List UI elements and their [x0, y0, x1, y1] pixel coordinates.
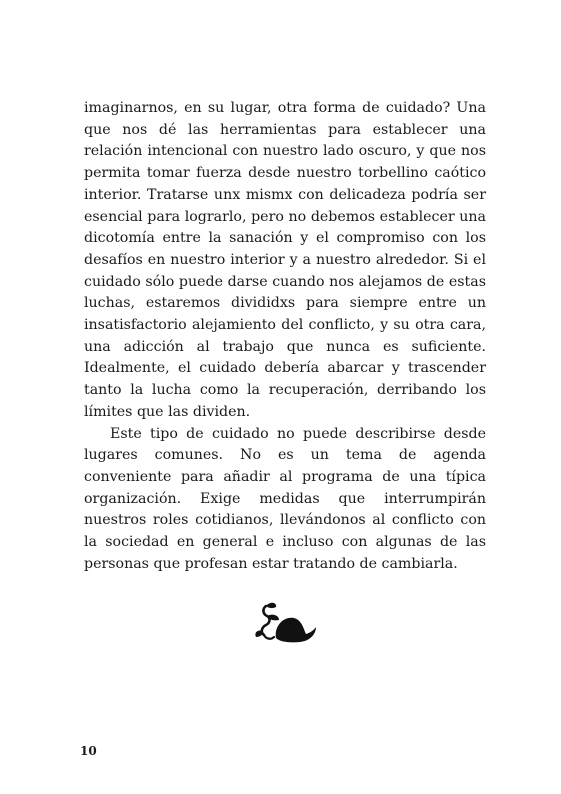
- body-text: [84, 98, 486, 575]
- page-number: 10: [80, 744, 97, 758]
- paragraph-continuation: imaginarnos, en su lugar, otra forma de cuidado? Una que nos dé las herramientas para establecer una relación intencional con nuestro lado oscuro, y que nos permita tomar fuerza desde nuestro torbellino caótico interior. Tratarse unx mismx con delicadeza podría ser esencial para lograrlo, pero no debemos establecer una dicotomía entre la sanación y el compromiso con los desafíos en nuestro interior y a nuestro alrededor. Si el cuidado sólo puede darse cuando nos alejamos de estas luchas, estaremos divididxs para siempre entre un insatisfactorio alejamiento del conflicto, y su otra cara, una adicción al trabajo que nunca es suficiente. Idealmente, el cuidado debería abarcar y trascender tanto la lucha como la recuperación, derribando los límites que las dividen.: [84, 100, 486, 420]
- paragraph: Este tipo de cuidado no puede describirse desde lugares comunes. No es un tema de agenda conveniente para añadir al programa de una típica organización. Exige medidas que interrumpirán nuestros roles cotidianos, llevándonos al conflicto con la sociedad en general e incluso con algunas de las personas que profesan estar tratando de cambiarla.: [84, 425, 486, 572]
- sprout-seed-ornament-icon: [252, 600, 318, 644]
